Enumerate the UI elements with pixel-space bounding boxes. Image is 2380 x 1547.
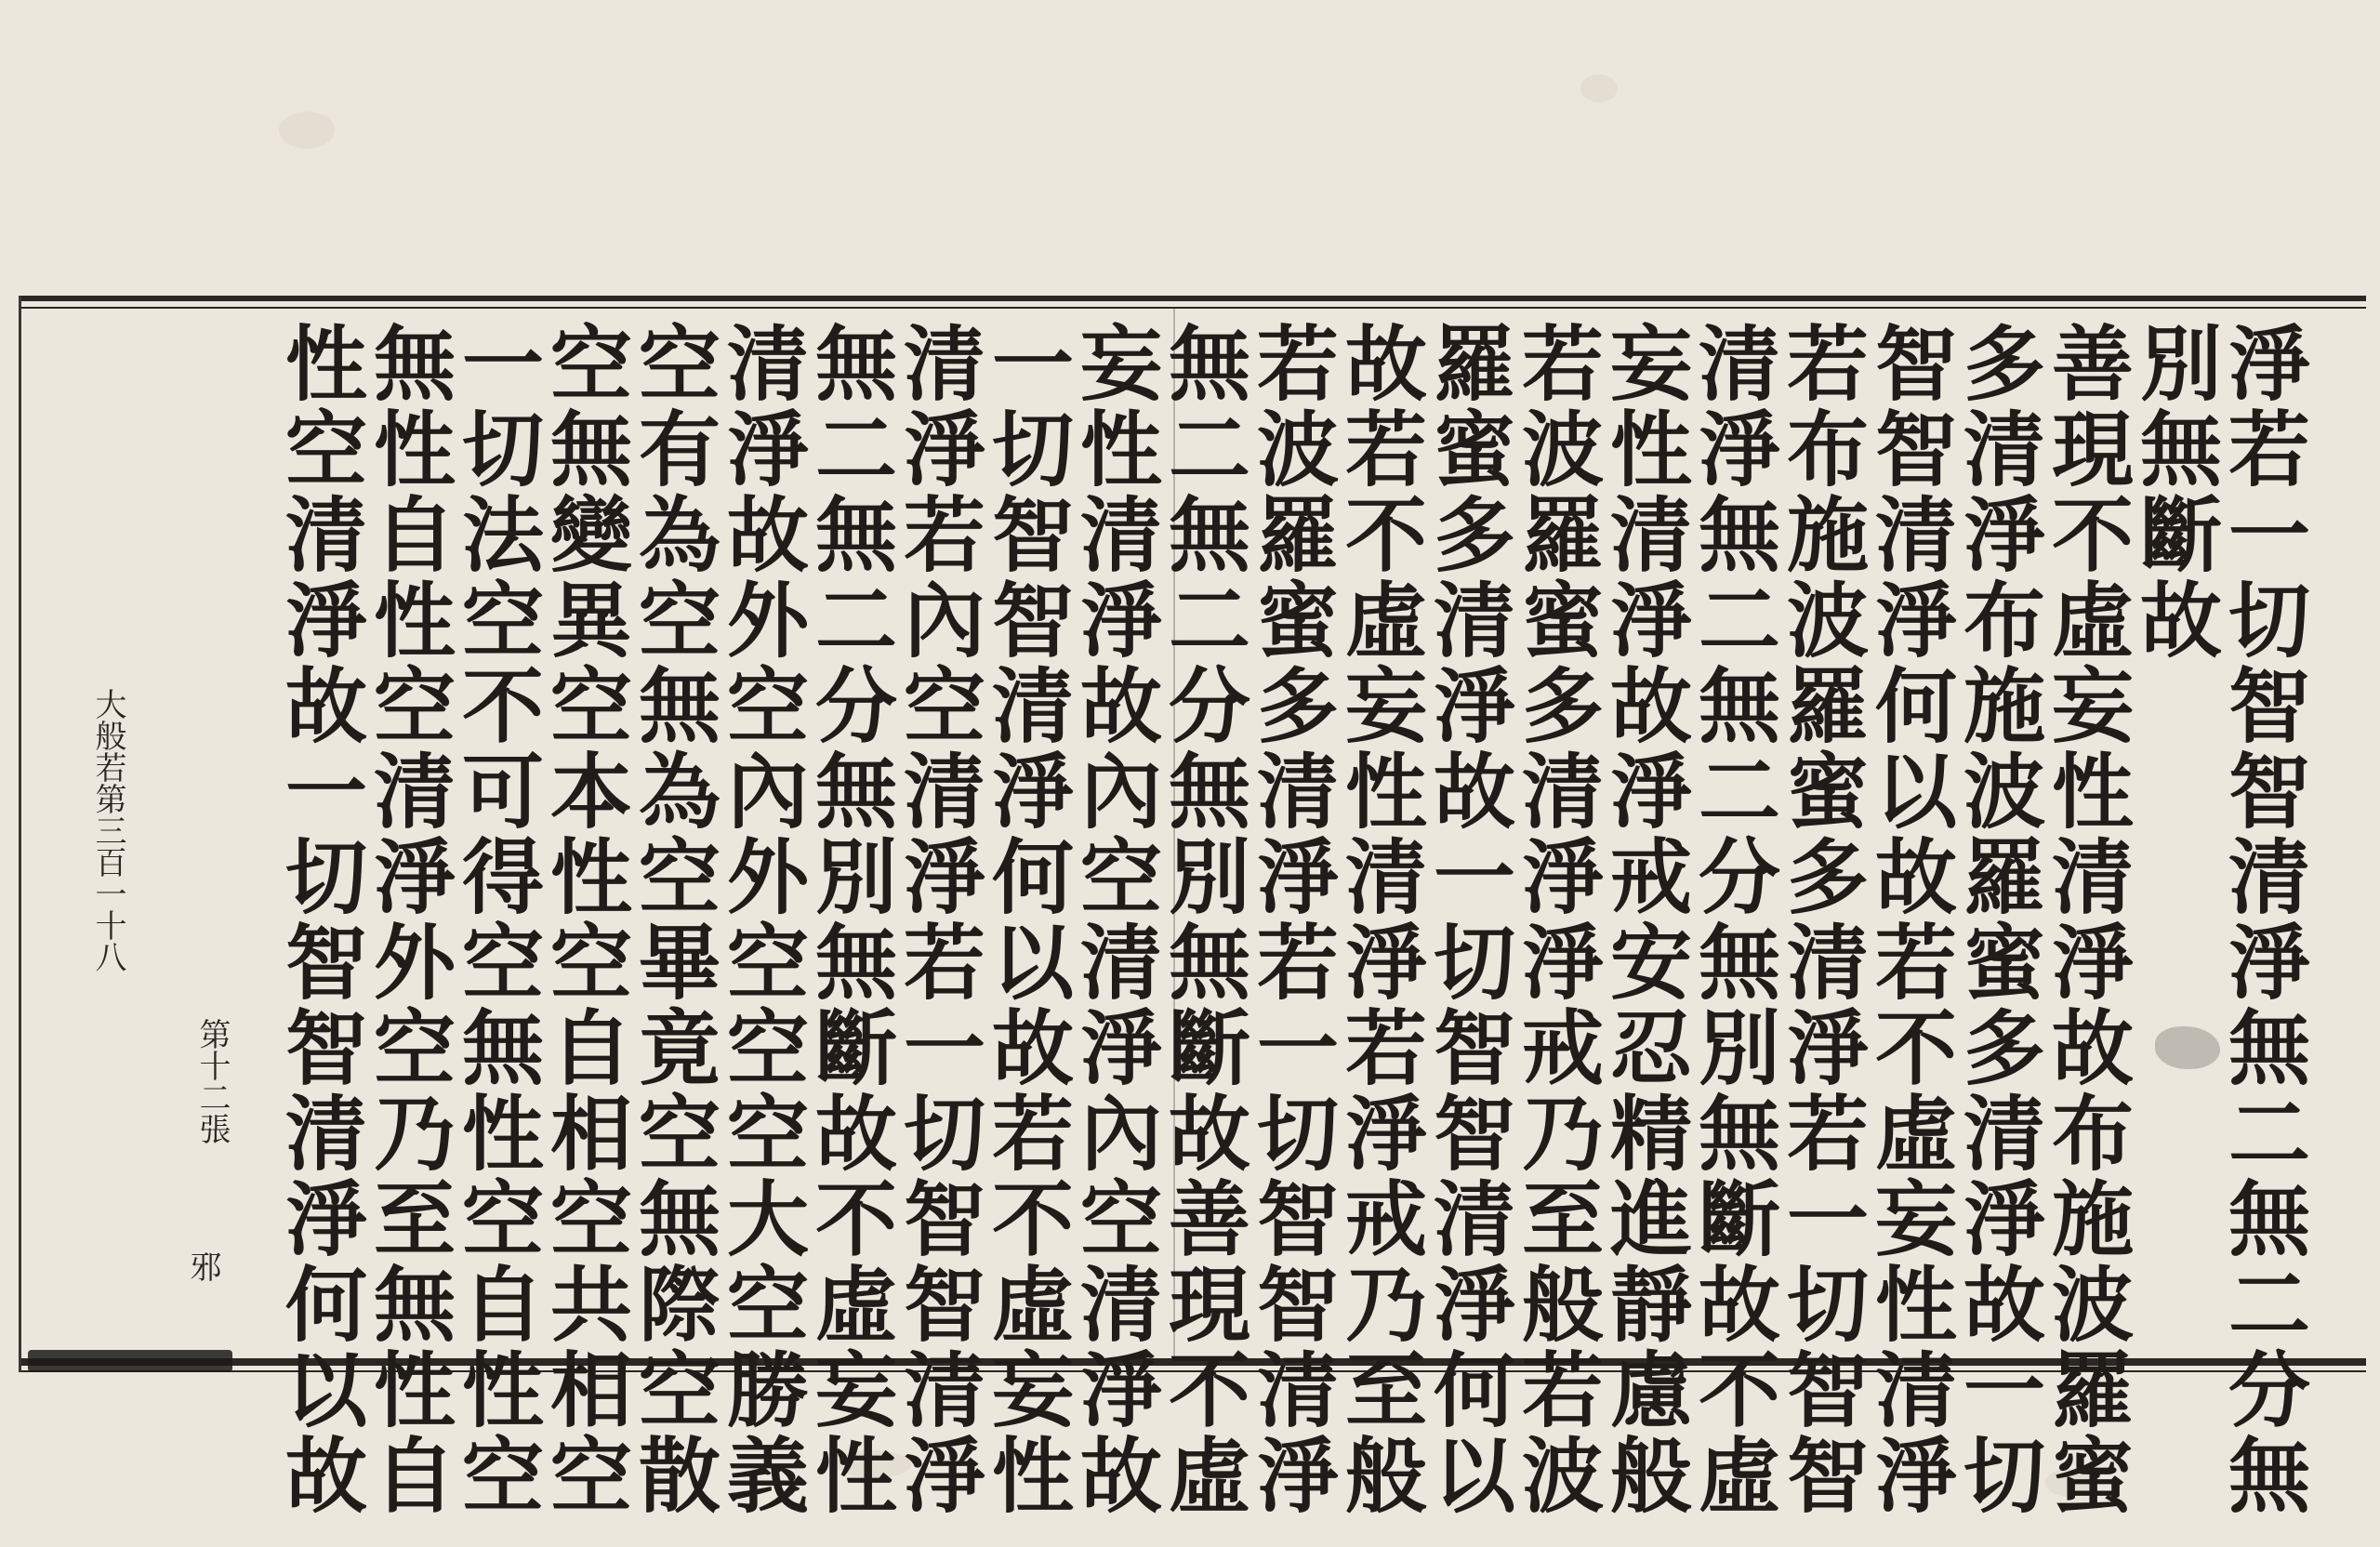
text-column: 多清淨布施波羅蜜多清淨故一切 [1950,321,2047,1518]
text-block [139,321,2312,1518]
text-column: 故若不虛妄性清淨若淨戒乃至般 [1332,321,1429,1518]
text-column: 善現不虛妄性清淨故布施波羅蜜 [2039,321,2135,1518]
text-column: 妄性清淨故淨戒安忍精進靜慮般 [1597,321,1694,1518]
text-column: 無性自性空清淨外空乃至無性自 [361,321,457,1518]
text-column: 妄性清淨故內空清淨內空清淨故 [1067,321,1164,1518]
text-column: 清淨若內空清淨若一切智智清淨 [891,321,987,1518]
left-border [19,296,21,1372]
text-column: 無二無二分無別無斷故善現不虛 [1156,321,1252,1518]
text-column: 智智清淨何以故若不虛妄性清淨 [1862,321,1959,1518]
top-border-thin [19,307,2366,309]
text-column: 一切法空不可得空無性空自性空 [449,321,546,1518]
margin-page-number: 第十二張 [193,1018,231,1144]
text-column: 無二無二分無別無斷故不虛妄性 [802,321,899,1518]
text-column: 一切智智清淨何以故若不虛妄性 [979,321,1076,1518]
text-column: 淨若一切智智清淨無二無二分無 [2215,321,2312,1518]
text-column: 別無斷故 [2127,321,2224,663]
text-column: 若布施波羅蜜多清淨若一切智智 [1774,321,1871,1518]
text-column: 空無變異空本性空自相空共相空 [537,321,634,1518]
ink-smudge-bottom [28,1350,232,1372]
margin-title: 大般若第三百一十八 [89,688,126,972]
text-column: 空有為空無為空畢竟空無際空散 [626,321,722,1518]
text-column: 若波羅蜜多清淨淨戒乃至般若波 [1509,321,1606,1518]
text-column: 清淨無二無二分無別無斷故不虛 [1686,321,1782,1518]
paper-stain [279,112,335,149]
text-column: 若波羅蜜多清淨若一切智智清淨 [1244,321,1341,1518]
text-column: 性空清淨故一切智智清淨何以故 [272,321,369,1518]
text-column: 羅蜜多清淨故一切智智清淨何以 [1421,321,1517,1518]
top-border-thick [19,296,2366,301]
margin-carver-mark: 邪 [184,1250,221,1282]
text-column: 清淨故外空內外空空空大空勝義 [714,321,811,1518]
paper-stain [1580,74,1618,102]
